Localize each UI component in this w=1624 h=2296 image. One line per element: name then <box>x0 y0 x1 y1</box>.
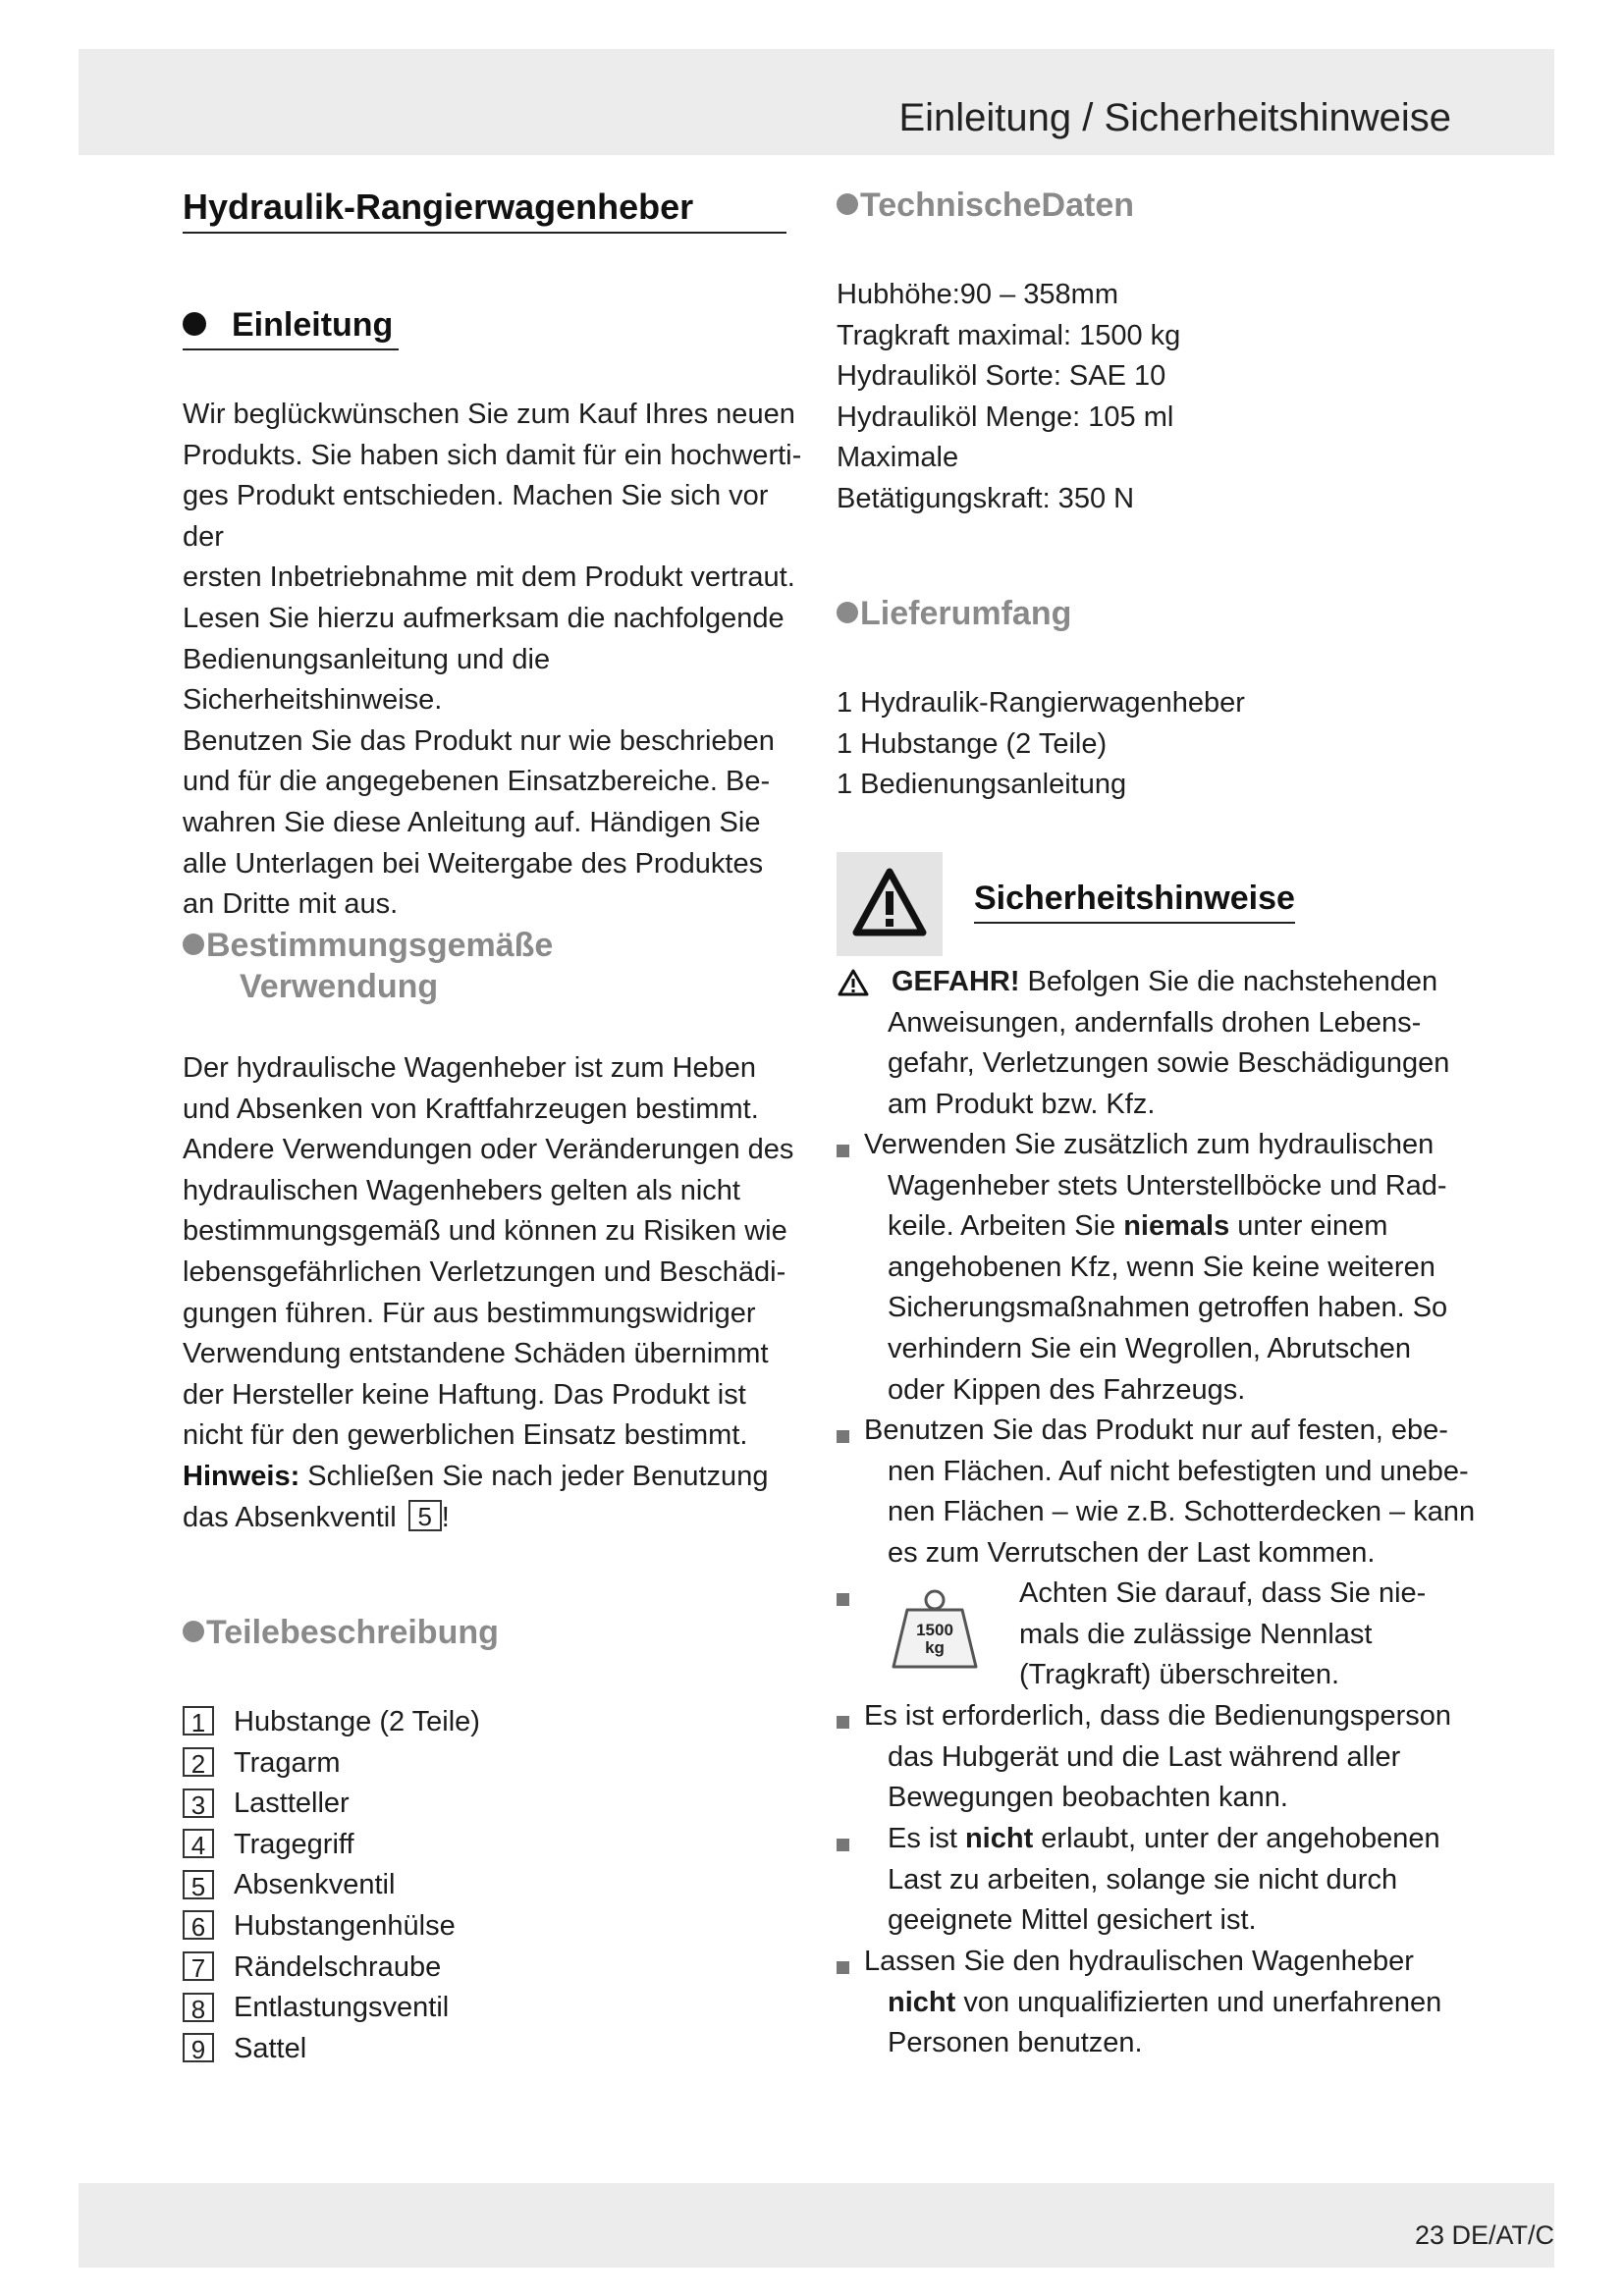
square-bullet-icon <box>837 1593 849 1606</box>
part-ref-box: 5 <box>408 1500 442 1531</box>
danger-small-icon <box>837 968 870 1002</box>
list-item: 7 Rändelschraube <box>183 1948 480 1989</box>
warning-triangle-icon <box>837 852 943 956</box>
tech-data: Hubhöhe:90 – 358mm Tragkraft maximal: 1500 kg Hydrauliköl Sorte: SAE 10 Hydrauliköl Menge: 105 ml Maximale Betätigungskraft: 350 N <box>837 279 1181 514</box>
safety-item: Verwenden Sie zusätzlich zum hydraulischen Wagenheber stets Unterstellböcke und Rad- keile. Arbeiten Sie niemals unter einem angehobenen Kfz, wenn Sie keine weiteren Sicherungsmaßnahmen getroffen haben. So verhindern Sie ein Wegrollen, Abrutschen oder Kippen des Fahrzeugs. <box>864 1129 1448 1406</box>
intro-heading <box>183 306 399 350</box>
list-item: 2 Tragarm <box>183 1743 480 1785</box>
bullet-icon <box>183 312 206 336</box>
square-bullet-icon <box>837 1145 849 1157</box>
square-bullet-icon <box>837 1430 849 1443</box>
bullet-icon <box>183 1621 204 1642</box>
square-bullet-icon <box>837 1961 849 1974</box>
safety-item: Benutzen Sie das Produkt nur auf festen, ebe- nen Flächen. Auf nicht befestigten und unebe- nen Flächen – wie z.B. Schotterdecken – kann es zum Verrutschen der Last kommen. <box>864 1415 1476 1569</box>
scope-heading: Lieferumfang <box>837 595 1071 633</box>
bullet-icon <box>837 193 858 215</box>
list-item: 1 Hubstange (2 Teile) <box>183 1702 480 1743</box>
page-header <box>79 49 1554 155</box>
tech-heading: TechnischeDaten <box>837 187 1134 225</box>
safety-item: Lassen Sie den hydraulischen Wagenheber nicht von unqualifizierten und unerfahrenen Personen benutzen. <box>864 1946 1442 2059</box>
bullet-icon <box>837 602 858 623</box>
page-number: 23 DE/AT/C <box>1414 2220 1554 2250</box>
list-item: 5 Absenkventil <box>183 1865 480 1906</box>
parts-list <box>183 1702 480 2069</box>
list-item: 9 Sattel <box>183 2029 480 2070</box>
list-item: 8 Entlastungsventil <box>183 1988 480 2029</box>
square-bullet-icon <box>837 1716 849 1729</box>
weight-icon: 1500 kg <box>886 1582 984 1673</box>
parts-heading: Teilebeschreibung <box>183 1614 499 1652</box>
safety-item: Es ist erforderlich, dass die Bedienungsperson das Hubgerät und die Last während aller Bewegungen beobachten kann. <box>864 1700 1452 1814</box>
list-item: 4 Tragegriff <box>183 1825 480 1866</box>
usage-heading: Bestimmungsgemäße Verwendung <box>183 925 553 1007</box>
list-item: 6 Hubstangenhülse <box>183 1906 480 1948</box>
list-item: 3 Lastteller <box>183 1784 480 1825</box>
square-bullet-icon <box>837 1839 849 1851</box>
intro-heading-text: Einleitung <box>232 306 394 344</box>
bullet-icon <box>183 934 204 955</box>
page-footer <box>79 2183 1554 2268</box>
note-line: Hinweis: Schließen Sie nach jeder Benutzung <box>183 1460 769 1492</box>
safety-item: Es ist nicht erlaubt, unter der angehobenen Last zu arbeiten, solange sie nicht durch geeignete Mittel gesichert ist. <box>888 1823 1440 1937</box>
header-title: Einleitung / Sicherheitshinweise <box>898 96 1451 139</box>
intro-paragraph: Wir beglückwünschen Sie zum Kauf Ihres neuen Produkts. Sie haben sich damit für ein hochwerti- ges Produkt entschieden. Machen Sie sich vor der ersten Inbetriebnahme mit dem Produkt vertraut. Lesen Sie hierzu aufmerksam die nachfolgende Bedienungsanleitung und die Sicherheitshinweise. Benutzen Sie das Produkt nur wie beschrieben und für die angegebenen Einsatzbereiche. Be- wahren Sie diese Anleitung auf. Händigen Sie alle Unterlagen bei Weitergabe des Produktes an Dritte mit aus. <box>183 399 802 921</box>
scope-list: 1 Hydraulik-Rangierwagenheber 1 Hubstange (2 Teile) 1 Bedienungsanleitung <box>837 687 1245 801</box>
usage-paragraph: Der hydraulische Wagenheber ist zum Heben und Absenken von Kraftfahrzeugen bestimmt. Andere Verwendungen oder Veränderungen des hydraulischen Wagenhebers gelten als nicht bestimmungsgemäß und können zu Risiken wie lebensgefährlichen Verletzungen und Beschädi- gungen führen. Für aus bestimmungswidriger Verwendung entstandene Schäden übernimmt der Hersteller keine Haftung. Das Produkt ist nicht für den gewerblichen Einsatz bestimmt. Hinweis: Schließen Sie nach jeder Benutzung das Absenkventil 5 ! <box>183 1048 811 1538</box>
safety-item: Achten Sie darauf, dass Sie nie- mals die zulässige Nennlast (Tragkraft) überschreiten. <box>1019 1577 1427 1691</box>
danger-paragraph: GEFAHR! Befolgen Sie die nachstehenden Anweisungen, andernfalls drohen Lebens- gefahr, Verletzungen sowie Beschädigungen am Produkt bzw. Kfz. <box>888 966 1450 1120</box>
main-title: Hydraulik-Rangierwagenheber <box>183 187 786 234</box>
safety-heading: Sicherheitshinweise <box>974 880 1295 924</box>
